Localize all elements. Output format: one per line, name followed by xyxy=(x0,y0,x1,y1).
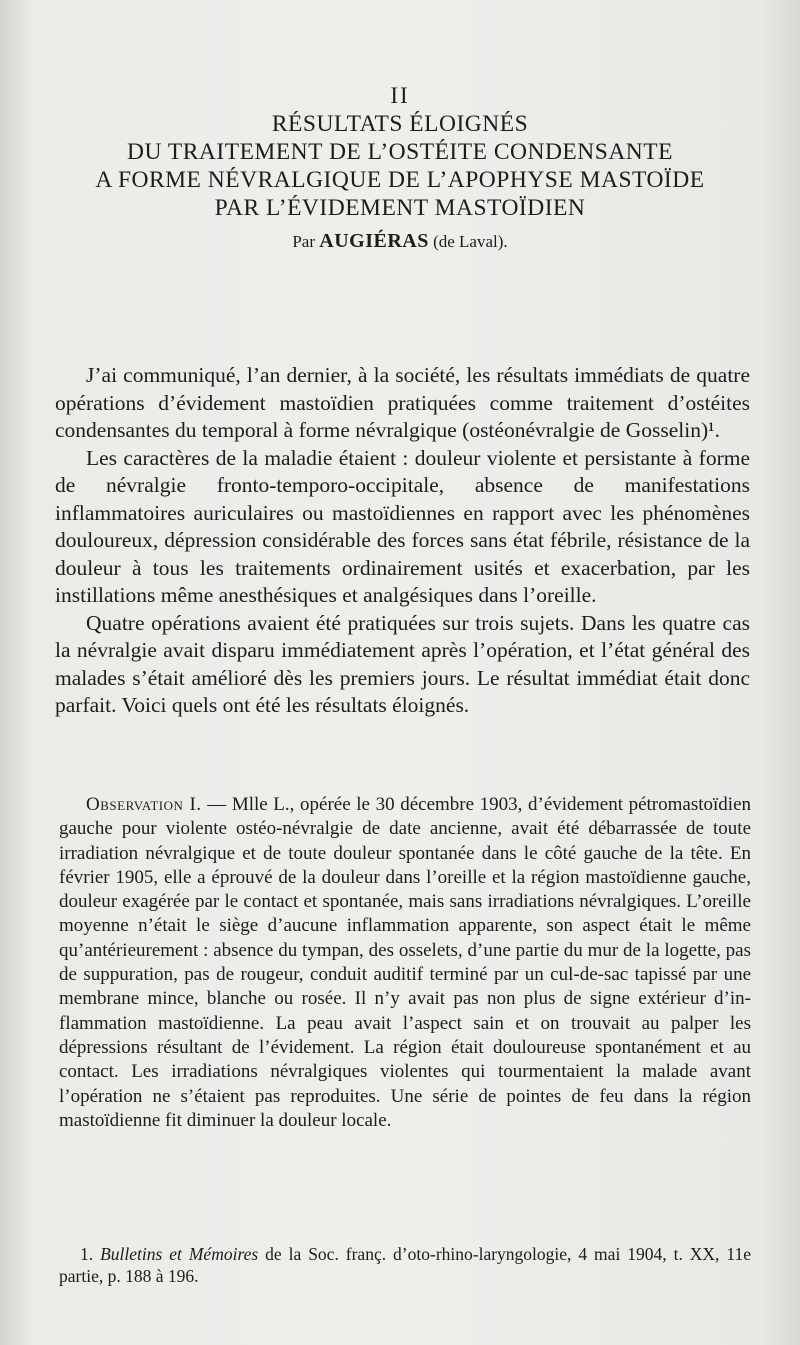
paragraph-3: Quatre opérations avaient été pratiquées sur trois sujets. Dans les quatre cas la névralgie avait disparu immédiatement après l’opération, et l’état général des malades s’était amélioré dès les premiers jours. Le résultat immédiat était donc parfait. Voici quels ont été les résultats éloignés. xyxy=(55,610,750,717)
footnote-paragraph xyxy=(59,1243,751,1287)
observation-label: Observation I. xyxy=(86,794,202,815)
author-name: AUGIÉRAS xyxy=(319,230,429,252)
article-title-line-2: DU TRAITEMENT DE L’OSTÉITE CONDENSANTE xyxy=(127,139,673,165)
observation-text: — Mlle L., opérée le 30 décembre 1903, d’évidement pétromastoïdien gauche pour violente ostéo-névralgie de date ancienne, avait été débarrassée de toute irradiation névralgique et de toute douleur spontanée dans le côté gauche de la tête. En février 1905, elle a éprouvé de la douleur dans l’oreille et la région mastoïdienne gauche, douleur exagérée par le contact et spontanée, mais sans irradiations névralgiques. L’oreille moyenne n’était le siège d’aucune inflammation apparente, son aspect était le même qu’antérieurement : absence du tympan, des osselets, d’une partie du mur de la logette, pas de suppuration, pas de rougeur, conduit auditif terminé par un cul-de-sac tapissé par une membrane mince, blanche ou rosée. Il n’y avait pas non plus de signe extérieur d’inflammation mastoïdienne. La peau avait l’aspect sain et on trouvait au palper les dépressions résultant de l’évidement. La région était douloureuse spontanément et au contact. Les irradiations névralgiques violentes qui tourmentaient la malade avant l’opération ne s’étaient pas reproduites. Une série de pointes de feu dans la région mastoïdienne fit diminuer la douleur locale. xyxy=(59,794,751,1131)
footnote xyxy=(59,1243,751,1287)
footnote-text: de la Soc. franç. d’oto-rhino-laryngologie, 4 mai 1904, t. XX, 11e partie, p. 188 à 196. xyxy=(59,1244,752,1286)
author-place: (de Laval). xyxy=(428,232,508,251)
byline-prefix: Par xyxy=(292,232,320,251)
section-number: II xyxy=(390,83,410,108)
article-title-line-4: PAR L’ÉVIDEMENT MASTOÏDIEN xyxy=(214,195,586,221)
article-body xyxy=(55,362,750,720)
article-title-line-3: A FORME NÉVRALGIQUE DE L’APOPHYSE MASTOÏDE xyxy=(95,167,705,193)
paragraph-2: Les caractères de la maladie étaient : douleur violente et persistante à forme de névralgie fronto-temporo-occipitale, absence de manifestations inflammatoires auriculaires ou mastoïdiennes en rapport avec les phénomènes douloureux, dépression considérable des forces sans état fébrile, résistance de la douleur à tous les traitements ordinairement usités et exacerbation, par les instillations même anesthésiques et analgésiques dans l’oreille. xyxy=(55,445,750,607)
byline xyxy=(0,230,800,253)
paragraph-1: J’ai communiqué, l’an dernier, à la société, les résultats immédiats de quatre opérations d’évidement mastoïdien pratiquées comme traitement d’ostéites condensantes du temporal à forme névralgique (ostéonévralgie de Gosselin)¹. xyxy=(55,363,750,442)
observation-section xyxy=(59,793,751,1133)
article-title-line-1: RÉSULTATS ÉLOIGNÉS xyxy=(271,111,529,137)
footnote-journal: Bulletins et Mémoires xyxy=(100,1244,259,1264)
article-header xyxy=(0,82,800,253)
observation-paragraph xyxy=(59,793,751,1133)
footnote-number: 1. xyxy=(80,1244,101,1264)
